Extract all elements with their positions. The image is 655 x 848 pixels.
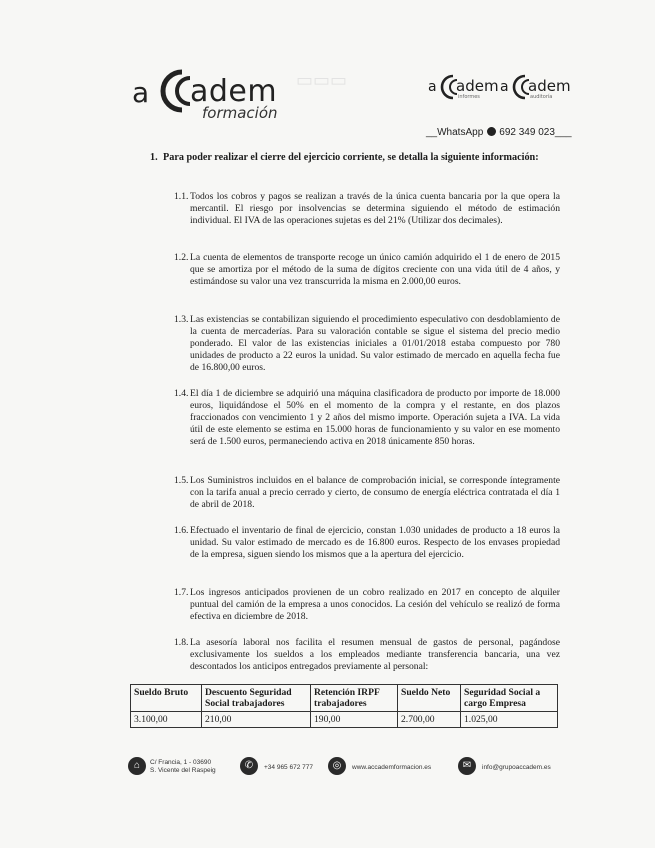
logo-name: adem <box>190 74 278 109</box>
table-row <box>131 712 558 728</box>
whatsapp-icon <box>487 127 496 136</box>
sublogo-letter: a <box>500 79 509 95</box>
item-number: 1.8. <box>174 637 189 648</box>
question-text: Para poder realizar el cierre del ejercicio corriente, se detalla la siguiente información: <box>163 152 539 163</box>
table-cell: 190,00 <box>311 712 398 728</box>
column-header: Sueldo Bruto <box>131 685 202 712</box>
phone-icon: ✆ <box>240 757 258 775</box>
item-text: Los Suministros incluidos en el balance de comprobación inicial, se corresponde íntegramente con la tarifa anual a precio cerrado y cierto, de consumo de energía eléctrica contratada el día 1 de abril de 2018. <box>190 475 560 510</box>
accadem-auditoria-logo <box>500 75 570 103</box>
column-header: Sueldo Neto <box>398 685 461 712</box>
item-number: 1.4. <box>174 388 189 399</box>
item-number: 1.7. <box>174 587 189 598</box>
item-text: La asesoría laboral nos facilita el resumen mensual de gastos de personal, pagándose exclusivamente los sueldos a los empleados mediante transferencia bancaria, una vez descontados los anticipos entregados previamente al personal: <box>190 637 560 672</box>
sublogo-name: adem <box>528 77 571 95</box>
list-item <box>174 637 560 673</box>
table-cell: 210,00 <box>202 712 311 728</box>
accadem-formacion-logo <box>132 70 312 122</box>
address-line: S. Vicente del Raspeig <box>150 767 216 774</box>
item-number: 1.6. <box>174 525 189 536</box>
footer-email-link[interactable]: info@grupoaccadem.es <box>482 764 551 771</box>
item-number: 1.2. <box>174 252 189 263</box>
column-header: Descuento Seguridad Social trabajadores <box>202 685 311 712</box>
bleed-through-mark: ▭▭▭ <box>296 70 348 90</box>
table-cell: 3.100,00 <box>131 712 202 728</box>
item-text: Los ingresos anticipados provienen de un cobro realizado en 2017 en concepto de alquiler puntual del camión de la empresa a unos conocidos. La cesión del vehículo se realizó de forma efectiva en diciembre de 2018. <box>190 587 560 622</box>
whatsapp-label: __WhatsApp <box>426 127 484 138</box>
logo-letter: a <box>132 76 150 109</box>
globe-icon: ◎ <box>328 757 346 775</box>
item-text: Las existencias se contabilizan siguiendo el procedimiento especulativo con desdoblamiento de la cuenta de mercaderías. Para su valoración contable se sigue el sistema del precio medio ponderado. El valor de las existencias iniciales a 01/01/2018 estaba compuesto por 780 unidades de producto a 22 euros la unidad. Su valor estimado de mercado en aquella fecha fue de 16.800,00 euros. <box>190 314 560 373</box>
list-item <box>174 314 560 374</box>
list-item <box>174 252 560 288</box>
whatsapp-contact <box>426 127 572 138</box>
column-header: Seguridad Social a cargo Empresa <box>461 685 558 712</box>
list-item <box>174 587 560 623</box>
whatsapp-number: 692 349 023___ <box>499 127 572 138</box>
item-text: Efectuado el inventario de final de ejercicio, constan 1.030 unidades de producto a 18 euros la unidad. Su valor estimado de mercado es de 16.800 euros. Respecto de los envases propiedad de la empresa, siguen siendo los mismos que a la apertura del ejercicio. <box>190 525 560 560</box>
table-cell: 2.700,00 <box>398 712 461 728</box>
footer-phone[interactable]: +34 965 672 777 <box>264 764 313 771</box>
item-text: Todos los cobros y pagos se realizan a través de la única cuenta bancaria por la que opera la mercantil. El riesgo por insolvencias se determina siguiendo el método de estimación individual. El IVA de las operaciones sujetas es del 21% (Utilizar dos decimales). <box>190 191 560 226</box>
home-icon: ⌂ <box>128 757 146 775</box>
footer-website-link[interactable]: www.accademformacion.es <box>352 764 432 771</box>
sublogo-tagline: informes <box>458 94 480 100</box>
item-number: 1.1. <box>174 191 189 202</box>
sublogo-tagline: auditoría <box>530 94 553 100</box>
column-header: Retención IRPF trabajadores <box>311 685 398 712</box>
table-cell: 1.025,00 <box>461 712 558 728</box>
list-item <box>174 525 560 561</box>
sublogo-letter: a <box>428 79 437 95</box>
list-item <box>174 475 560 511</box>
item-number: 1.3. <box>174 314 189 325</box>
footer-contact-bar <box>128 754 568 782</box>
list-item <box>174 191 560 227</box>
mail-icon: ✉ <box>458 757 476 775</box>
list-item <box>174 388 560 448</box>
sublogo-name: adem <box>456 77 499 95</box>
logo-subtitle: formación <box>202 104 278 122</box>
item-number: 1.5. <box>174 475 189 486</box>
item-text: El día 1 de diciembre se adquirió una máquina clasificadora de producto por importe de 18.000 euros, liquidándose el 50% en el momento de la compra y el restante, en dos plazos fraccionados con vencimiento 1 y 2 años del mismo importe. Operación sujeta a IVA. La vida útil de este elemento se estima en 15.000 horas de funcionamiento y su valor en ese momento será de 1.500 euros, permaneciendo activa en 2018 únicamente 850 horas. <box>190 388 560 447</box>
table-header-row <box>131 685 558 712</box>
question-heading <box>150 151 560 164</box>
address-line: C/ Francia, 1 - 03690 <box>150 759 212 766</box>
question-number: 1. <box>150 152 158 163</box>
accadem-informes-logo <box>428 75 498 103</box>
footer-address <box>150 759 216 775</box>
payroll-summary-table <box>130 684 558 728</box>
item-text: La cuenta de elementos de transporte recoge un único camión adquirido el 1 de enero de 2015 que se amortiza por el método de la suma de dígitos creciente con una vida útil de 4 años, y estimándose su valor una vez transcurrida la misma en 2.000,00 euros. <box>190 252 560 287</box>
